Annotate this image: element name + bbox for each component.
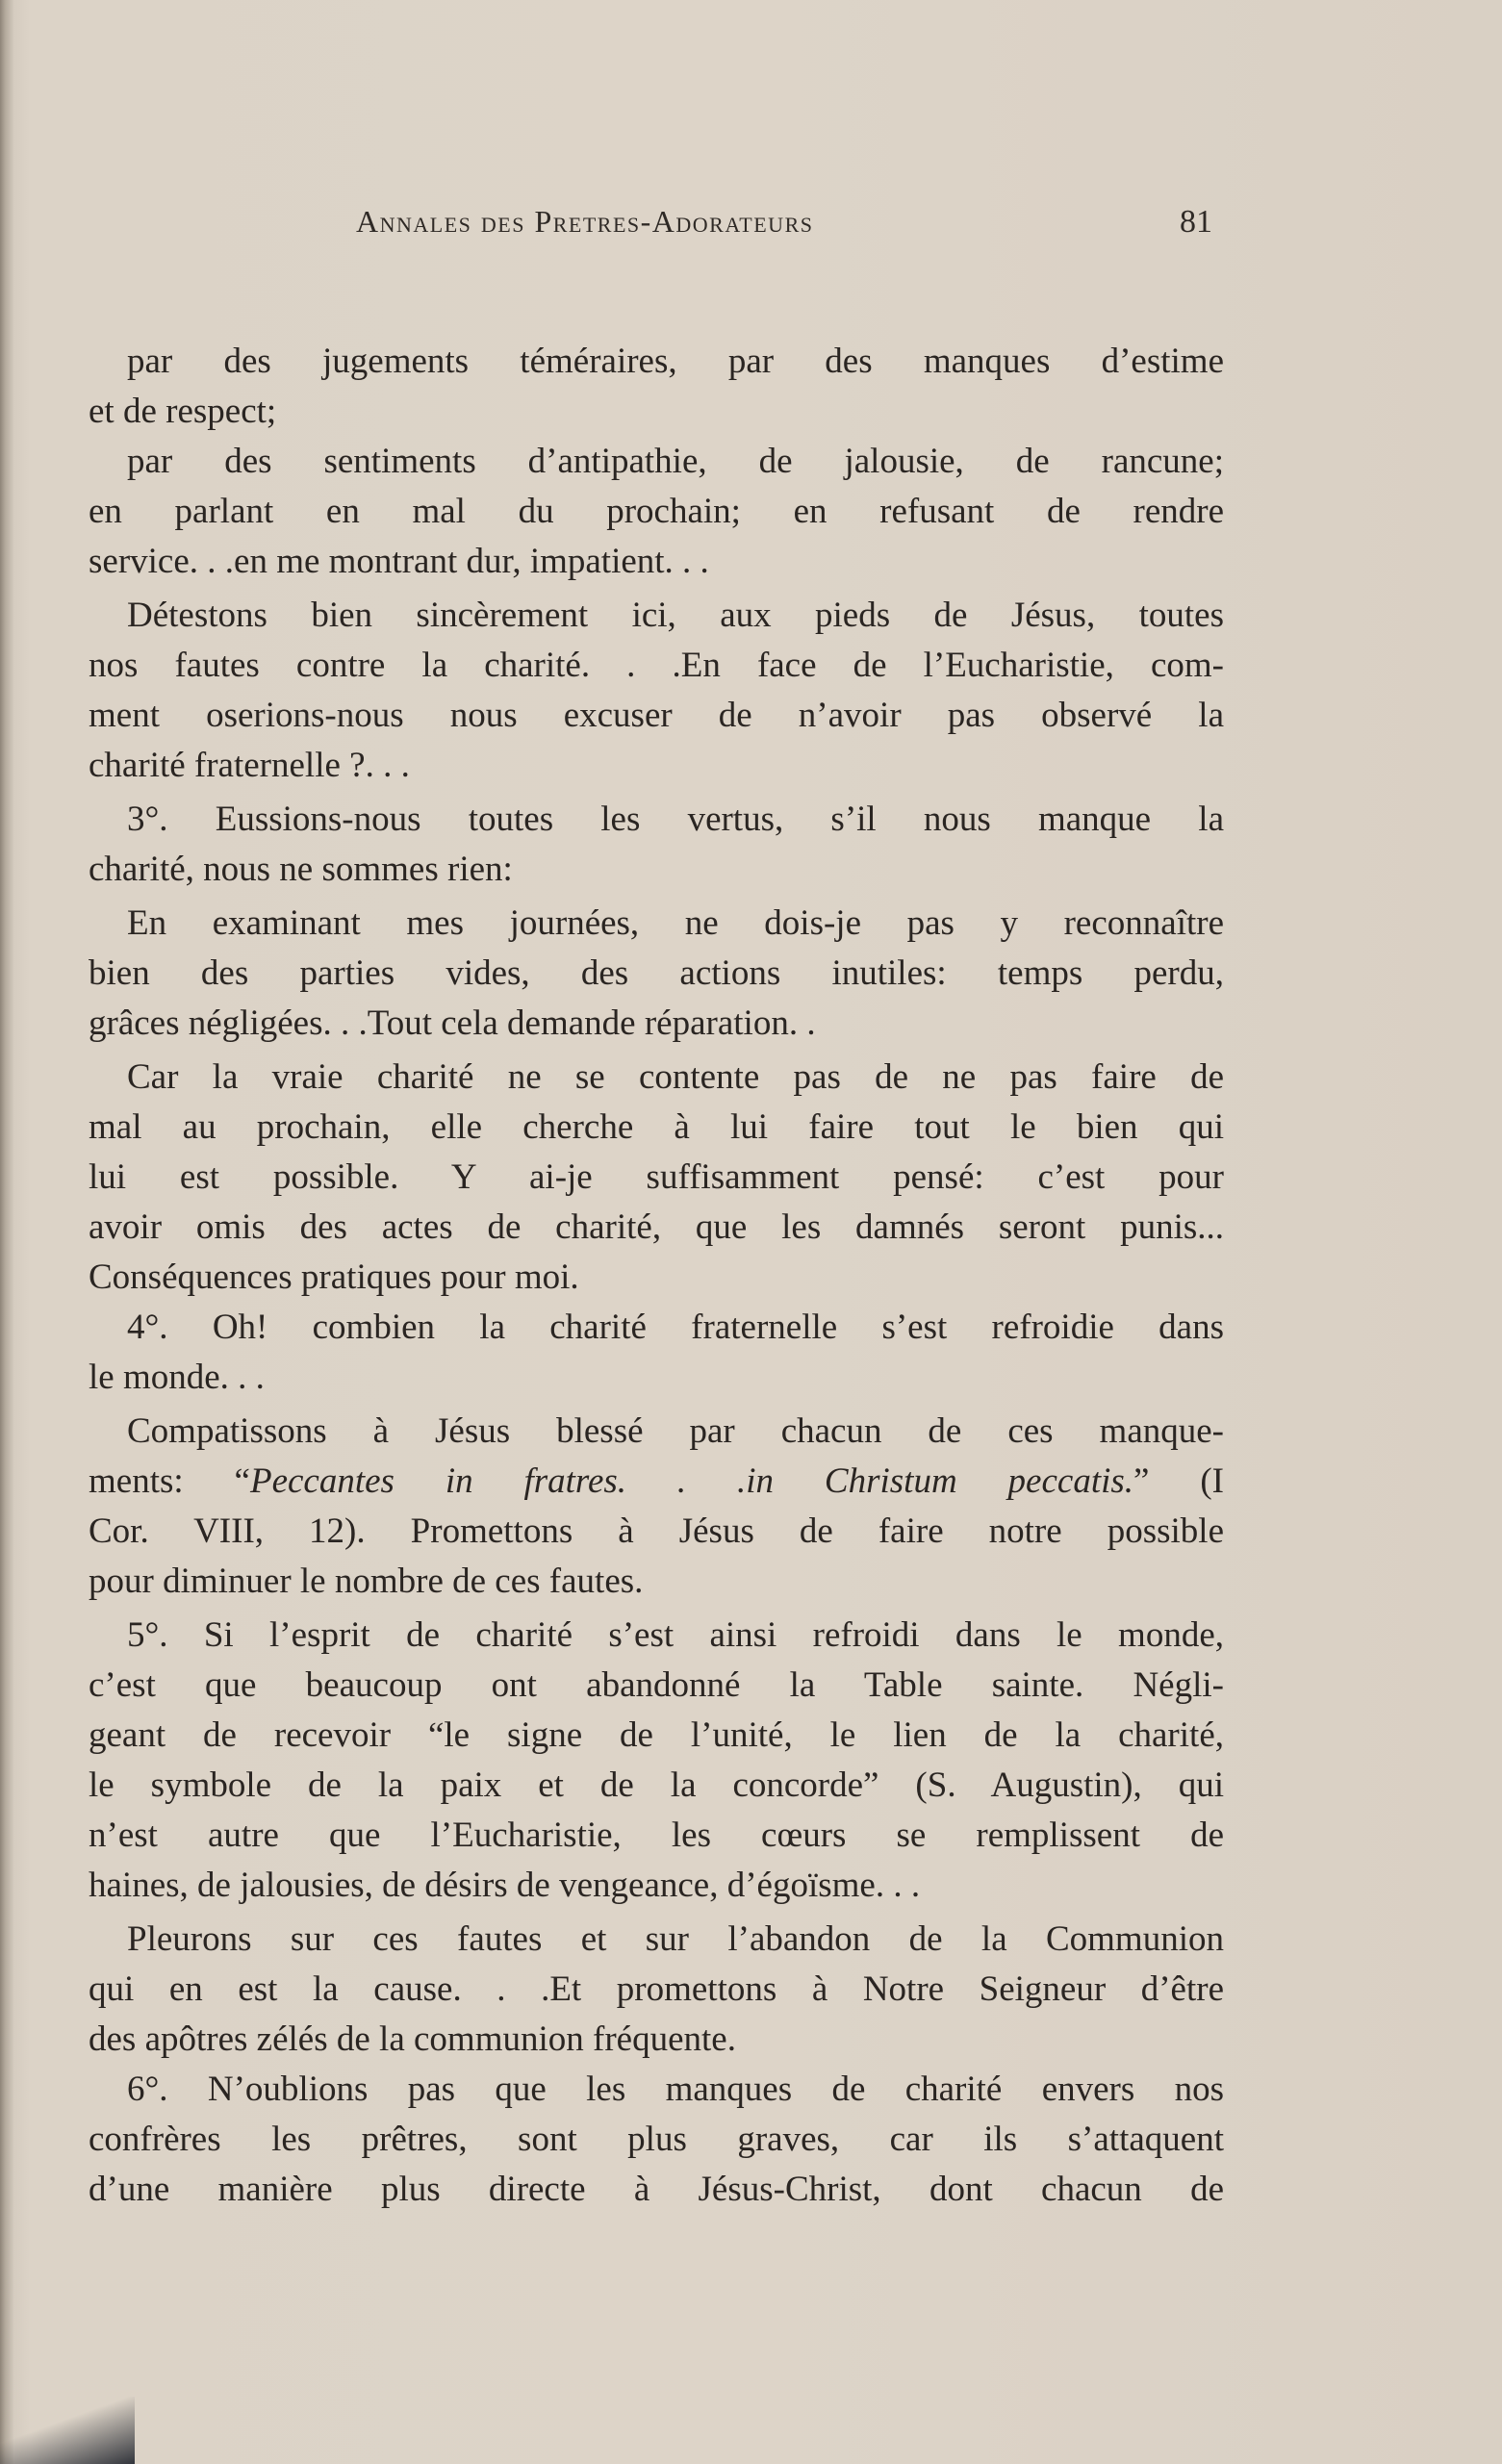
text-line: service. . .en me montrant dur, impatient. . . <box>89 542 709 581</box>
text-line: geant de recevoir “le signe de l’unité, le lien de la charité, <box>89 1715 1224 1755</box>
text-line: par des sentiments d’antipathie, de jalousie, de rancune; <box>127 442 1224 481</box>
text-line: ment oserions-nous nous excuser de n’avoir pas observé la <box>89 696 1224 735</box>
latin-quote: Peccantes in fratres. . .in Christum peccatis. <box>249 1461 1134 1501</box>
text-line: 6°. N’oublions pas que les manques de charité envers nos <box>127 2070 1224 2109</box>
text-line: Compatissons à Jésus blessé par chacun de ces manque- <box>127 1411 1224 1451</box>
text-line: c’est que beaucoup ont abandonné la Table sainte. Négli- <box>89 1665 1224 1705</box>
text-line <box>89 1457 1224 1507</box>
text-line: le monde. . . <box>89 1358 265 1397</box>
text-line: 5°. Si l’esprit de charité s’est ainsi refroidi dans le monde, <box>127 1615 1224 1655</box>
text-line: lui est possible. Y ai-je suffisamment pensé: c’est pour <box>89 1157 1224 1197</box>
text-line: nos fautes contre la charité. . .En face de l’Eucharistie, com- <box>89 646 1224 685</box>
text-line: charité, nous ne sommes rien: <box>89 850 513 889</box>
text-line: charité fraternelle ?. . . <box>89 746 410 785</box>
text-line: 3°. Eussions-nous toutes les vertus, s’il nous manque la <box>127 800 1224 839</box>
text-line: grâces négligées. . .Tout cela demande réparation. . <box>89 1003 816 1043</box>
running-title: Annales des Pretres-Adorateurs <box>356 204 814 239</box>
text-line: haines, de jalousies, de désirs de vengeance, d’égoïsme. . . <box>89 1866 921 1905</box>
text-line: Détestons bien sincèrement ici, aux pieds de Jésus, toutes <box>127 596 1224 635</box>
text-line: En examinant mes journées, ne dois-je pas y reconnaître <box>127 903 1224 943</box>
page-number: 81 <box>1180 204 1212 240</box>
corner-shadow <box>0 2397 135 2464</box>
running-head <box>356 204 1318 242</box>
text-line: Cor. VIII, 12). Promettons à Jésus de faire notre possible <box>89 1511 1224 1551</box>
text-line: 4°. Oh! combien la charité fraternelle s’est refroidie dans <box>127 1308 1224 1347</box>
text-line: en parlant en mal du prochain; en refusant de rendre <box>89 492 1224 531</box>
text-run: ments: “ <box>89 1461 250 1501</box>
text-line: d’une manière plus directe à Jésus-Christ, dont chacun de <box>89 2170 1224 2209</box>
text-line: Car la vraie charité ne se contente pas de ne pas faire de <box>127 1057 1224 1097</box>
text-line: et de respect; <box>89 392 277 431</box>
text-line: des apôtres zélés de la communion fréquente. <box>89 2019 736 2059</box>
text-run: ” (I <box>1133 1461 1224 1501</box>
body-text <box>89 337 1224 2215</box>
binding-edge <box>0 0 13 2464</box>
text-line: qui en est la cause. . .Et promettons à Notre Seigneur d’être <box>89 1969 1224 2009</box>
text-line: Conséquences pratiques pour moi. <box>89 1257 579 1297</box>
text-line: le symbole de la paix et de la concorde” (S. Augustin), qui <box>89 1765 1224 1805</box>
text-line: confrères les prêtres, sont plus graves, car ils s’attaquent <box>89 2120 1224 2159</box>
text-line: pour diminuer le nombre de ces fautes. <box>89 1562 644 1601</box>
text-line: par des jugements téméraires, par des manques d’estime <box>127 342 1224 381</box>
text-line: n’est autre que l’Eucharistie, les cœurs se remplissent de <box>89 1816 1224 1855</box>
text-line: Pleurons sur ces fautes et sur l’abandon de la Communion <box>127 1919 1224 1959</box>
text-line: bien des parties vides, des actions inutiles: temps perdu, <box>89 953 1224 993</box>
text-line: avoir omis des actes de charité, que les damnés seront punis... <box>89 1207 1224 1247</box>
text-line: mal au prochain, elle cherche à lui faire tout le bien qui <box>89 1107 1224 1147</box>
